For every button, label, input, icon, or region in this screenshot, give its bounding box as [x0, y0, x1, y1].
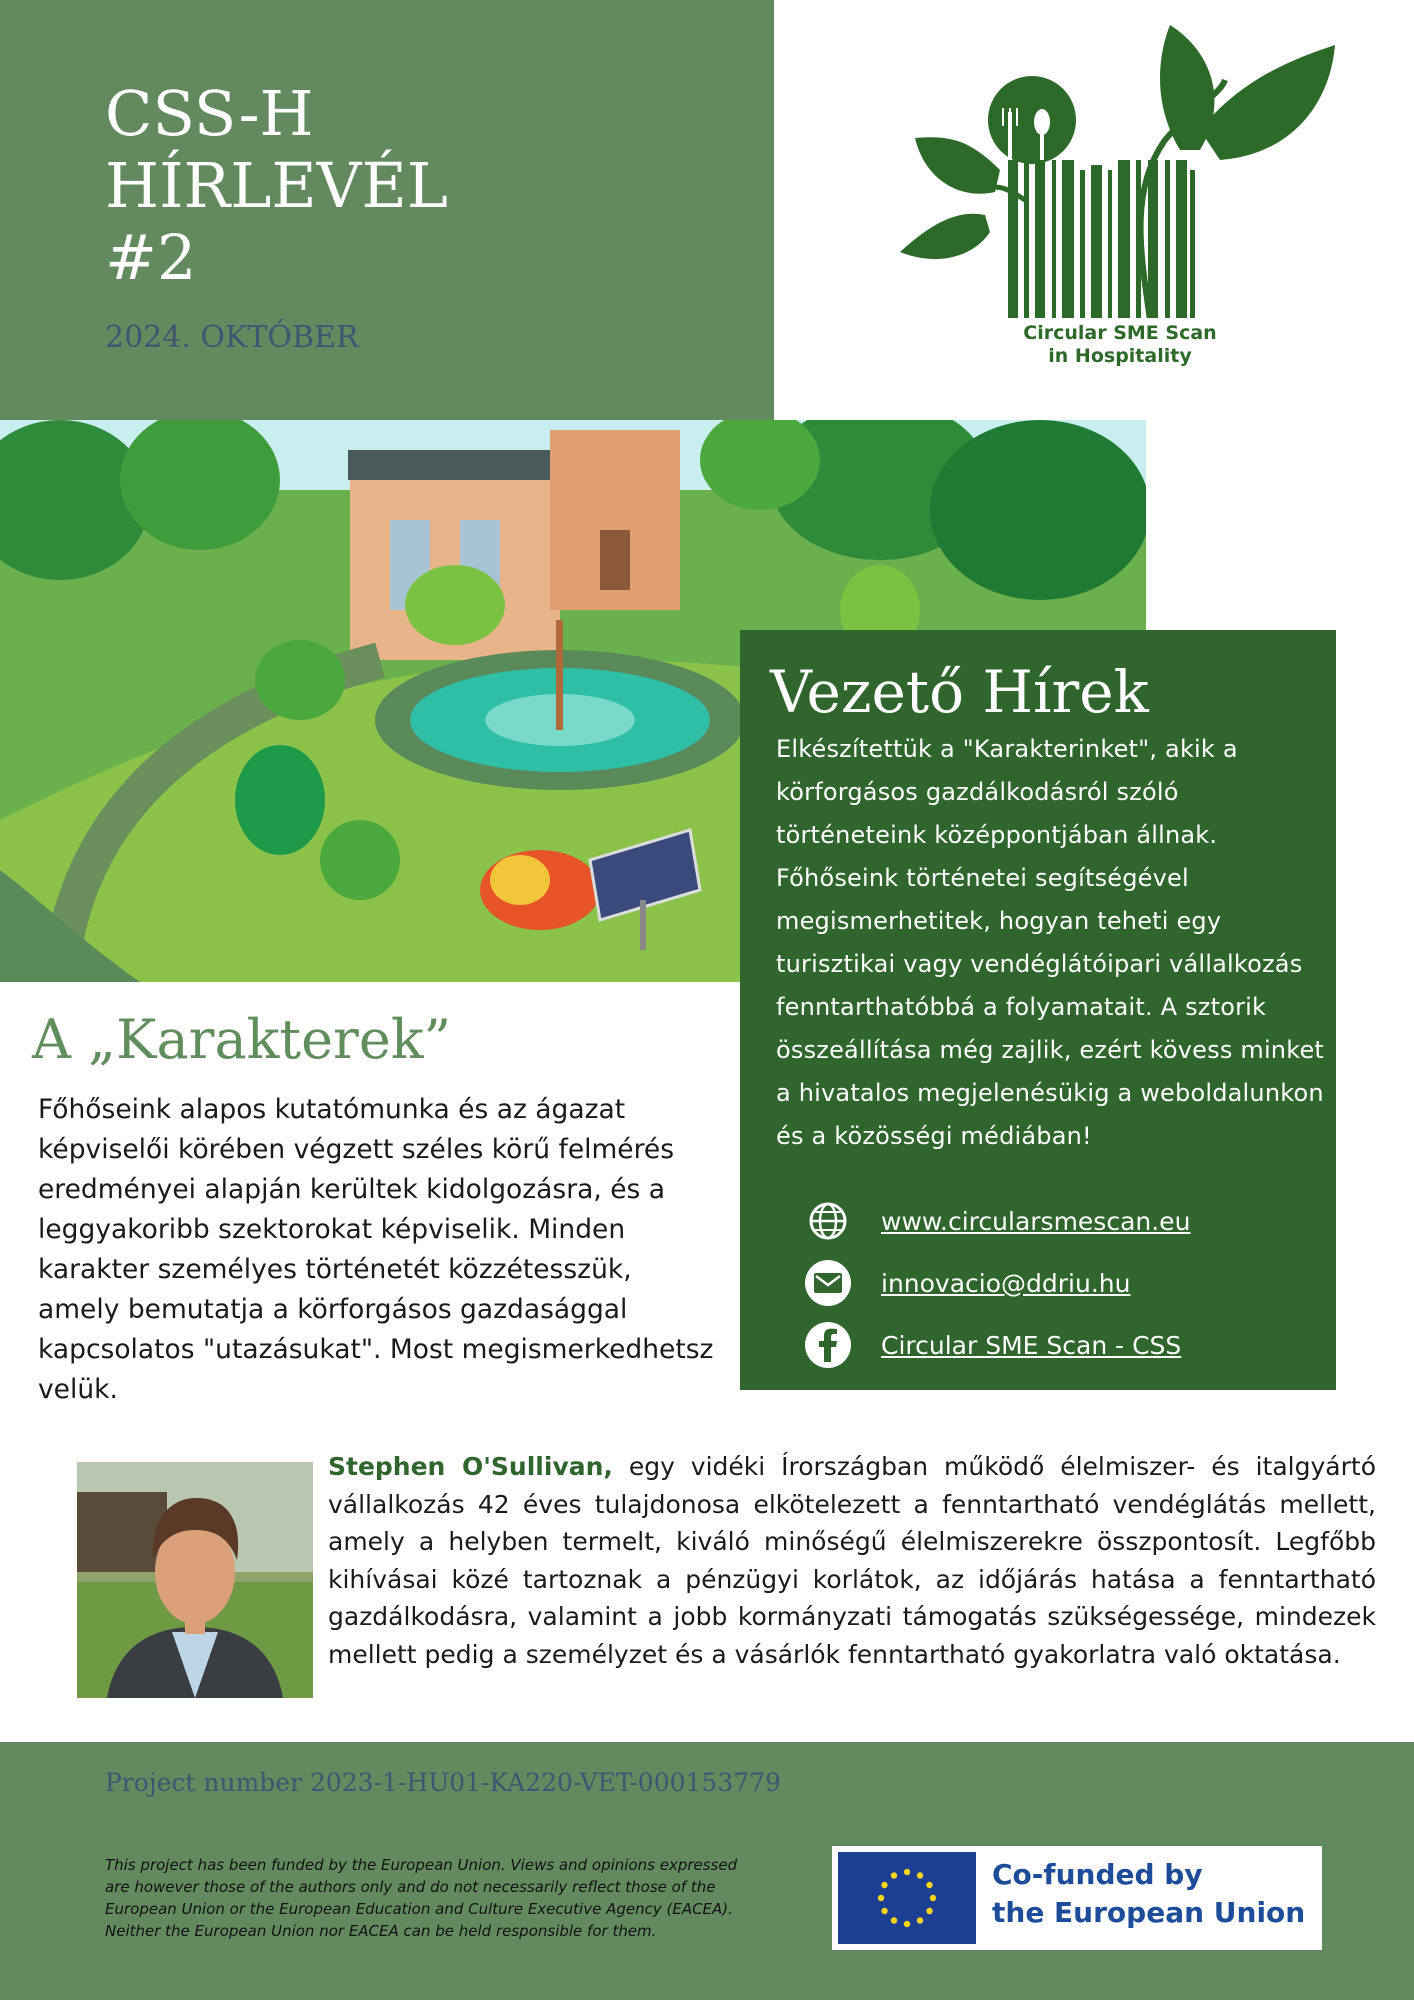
footer: [0, 1742, 1414, 2000]
website-link[interactable]: www.circularsmescan.eu: [881, 1206, 1191, 1236]
facebook-icon: [805, 1322, 851, 1368]
project-number: Project number 2023-1-HU01-KA220-VET-000153779: [105, 1768, 781, 1797]
logo-caption: [1000, 322, 1240, 368]
character-bio: [328, 1448, 1376, 1673]
eu-text-line: the European Union: [992, 1896, 1306, 1929]
eu-cofunded-text: [992, 1856, 1305, 1932]
portrait-photo: [77, 1462, 313, 1698]
logo-caption-line: Circular SME Scan: [1023, 322, 1217, 344]
lead-news-title: Vezető Hírek: [770, 658, 1149, 726]
character-description: egy vidéki Írországban működő élelmiszer- és italgyártó vállalkozás 42 éves tulajdonosa elkötelezett a fenntartható vendéglátás mellett, amely a helyben termelt, kiváló minőségű élelmiszerekre összpontosít. Legfőbb kihívásai közé tartoznak a pénzügyi korlátok, az időjárás hatása a fenntartható gazdálkodásra, valamint a jobb kormányzati támogatás szükségessége, mindezek mellett pedig a személyzet és a vásárlók fenntartható gyakorlatra való oktatása.: [328, 1452, 1376, 1669]
logo-caption-line: in Hospitality: [1048, 345, 1192, 367]
lead-news-body: Elkészítettük a "Karakterinket", akik a körforgásos gazdálkodásról szóló történeteink középpontjában állnak. Főhőseink történetei segítségével megismerhetitek, hogyan teheti egy turisztikai vagy vendéglátóipari vállalkozás fenntarthatóbbá a folyamatait. A sztorik összeállítása még zajlik, ezért kövess minket a hivatalos megjelenésükig a weboldalunkon és a közösségi médiában!: [776, 735, 1325, 1150]
characters-title: A „Karakterek”: [32, 1008, 452, 1071]
eu-text-line: Co-funded by: [992, 1858, 1203, 1891]
newsletter-title: [105, 78, 448, 294]
mail-icon: [805, 1260, 851, 1306]
globe-icon: [805, 1198, 851, 1244]
email-link[interactable]: innovacio@ddriu.hu: [881, 1268, 1131, 1298]
title-line: HÍRLEVÉL: [105, 149, 448, 222]
lead-news-box: [740, 630, 1336, 1390]
eu-cofunded-badge: [832, 1846, 1322, 1950]
characters-body: Főhőseink alapos kutatómunka és az ágazat képviselői körében végzett széles körű felmérés eredményei alapján kerültek kidolgozásra, és a leggyakoribb szektorokat képviselik. Minden karakter személyes történetét közzétesszük, amely bemutatja a körforgásos gazdasággal kapcsolatos "utazásukat". Most megismerkedhetsz velük.: [38, 1094, 714, 1405]
eu-flag-icon: [838, 1852, 976, 1944]
website-contact[interactable]: [805, 1196, 1325, 1246]
facebook-link[interactable]: Circular SME Scan - CSS: [881, 1330, 1182, 1360]
title-line: #2: [105, 221, 197, 294]
issue-date: 2024. OKTÓBER: [105, 320, 359, 355]
email-contact[interactable]: [805, 1258, 1325, 1308]
character-name: Stephen O'Sullivan,: [328, 1452, 613, 1481]
eu-disclaimer: This project has been funded by the European Union. Views and opinions expressed are however those of the authors only and do not necessarily reflect those of the European Union or the European Education and Culture Executive Agency (EACEA). Neither the European Union nor EACEA can be held responsible for them.: [105, 1856, 738, 1940]
facebook-contact[interactable]: [805, 1320, 1325, 1370]
title-line: CSS-H: [105, 77, 314, 150]
